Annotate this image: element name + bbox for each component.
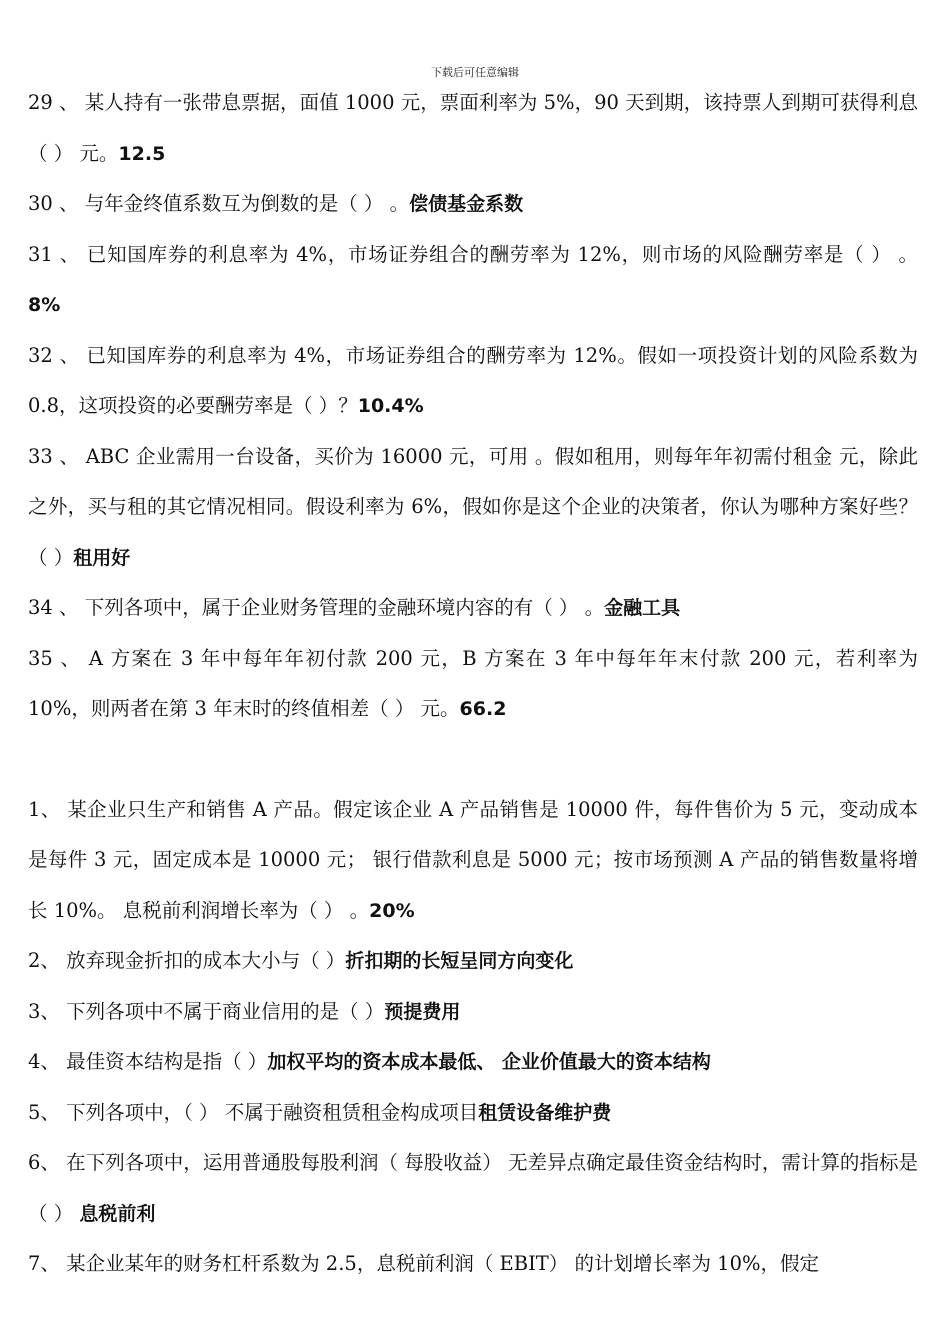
- answer: 预提费用: [384, 1000, 461, 1023]
- question-text: 33 、 ABC 企业需用一台设备，买价为 16000 元，可用 。假如租用，则每年年初需付租金 元，除此之外，买与租的其它情况相同。假设利率为 6%，假如你是这个企业的决策者，你认为哪种方案好些？（ ）: [28, 444, 918, 569]
- answer: 10.4%: [357, 395, 424, 417]
- answer: 金融工具: [604, 597, 681, 619]
- question-text: 6、 在下列各项中，运用普通股每股利润（ 每股收益） 无差异点确定最佳资金结构时，需计算的指标是（ ）: [28, 1151, 918, 1225]
- section-gap: [28, 735, 918, 785]
- question-34: [28, 583, 918, 634]
- answer: 加权平均的资本成本最低、 企业价值最大的资本结构: [267, 1051, 711, 1073]
- question-text: 3、 下列各项中不属于商业信用的是（ ）: [28, 999, 385, 1023]
- answer: 折扣期的长短呈同方向变化: [345, 950, 574, 972]
- question-31: [28, 230, 918, 331]
- question-2: [28, 936, 918, 987]
- question-text: 5、 下列各项中，（ ） 不属于融资租赁租金构成项目: [28, 1100, 479, 1124]
- question-1: [28, 785, 918, 937]
- question-32: [28, 331, 918, 432]
- question-4: [28, 1037, 918, 1088]
- question-text: 31 、 已知国库券的利息率为 4%，市场证券组合的酬劳率为 12%，则市场的风险酬劳率是（ ） 。: [28, 242, 918, 266]
- question-text: 30 、 与年金终值系数互为倒数的是（ ） 。: [28, 192, 410, 215]
- answer: 租用好: [73, 546, 131, 569]
- question-35: [28, 634, 918, 735]
- question-list-part1: [28, 78, 918, 735]
- question-3: [28, 987, 918, 1038]
- question-text: 34 、 下列各项中，属于企业财务管理的金融环境内容的有（ ） 。: [28, 596, 605, 619]
- answer: 息税前利: [79, 1202, 156, 1225]
- answer: 12.5: [118, 142, 166, 165]
- question-5: [28, 1088, 918, 1139]
- question-text: 7、 某企业某年的财务杠杆系数为 2.5，息税前利润（ EBIT） 的计划增长率为 10%，假定: [28, 1252, 820, 1275]
- answer: 66.2: [459, 698, 507, 720]
- question-text: 2、 放弃现金折扣的成本大小与（ ）: [28, 949, 346, 972]
- question-30: [28, 179, 918, 230]
- question-33: [28, 432, 918, 584]
- question-6: [28, 1138, 918, 1239]
- question-text: 1、 某企业只生产和销售 A 产品。假定该企业 A 产品销售是 10000 件，每件售价为 5 元，变动成本是每件 3 元，固定成本是 10000 元； 银行借款利息是 5000 元；按市场预测 A 产品的销售数量将增长 10%。 息税前利润增长率为（ ） 。: [28, 797, 918, 922]
- answer: 偿债基金系数: [409, 193, 524, 215]
- question-text: 35 、 A 方案在 3 年中每年年初付款 200 元，B 方案在 3 年中每年年末付款 200 元，若利率为 10%，则两者在第 3 年末时的终值相差（ ） 元。: [28, 646, 918, 720]
- answer: 租赁设备维护费: [478, 1101, 612, 1124]
- question-7: [28, 1239, 918, 1290]
- document-body: [28, 78, 918, 1290]
- answer: 8%: [28, 294, 61, 316]
- answer: 20%: [369, 899, 415, 922]
- question-list-part2: [28, 785, 918, 1290]
- page-header: 下载后可任意编辑: [431, 66, 519, 79]
- question-text: 29 、 某人持有一张带息票据，面值 1000 元，票面利率为 5%，90 天到期，该持票人到期可获得利息（ ） 元。: [28, 91, 918, 165]
- question-29: [28, 78, 918, 179]
- question-text: 4、 最佳资本结构是指（ ）: [28, 1050, 268, 1073]
- question-text: 32 、 已知国库券的利息率为 4%，市场证券组合的酬劳率为 12%。假如一项投资计划的风险系数为 0.8，这项投资的必要酬劳率是（ ）？: [28, 343, 918, 417]
